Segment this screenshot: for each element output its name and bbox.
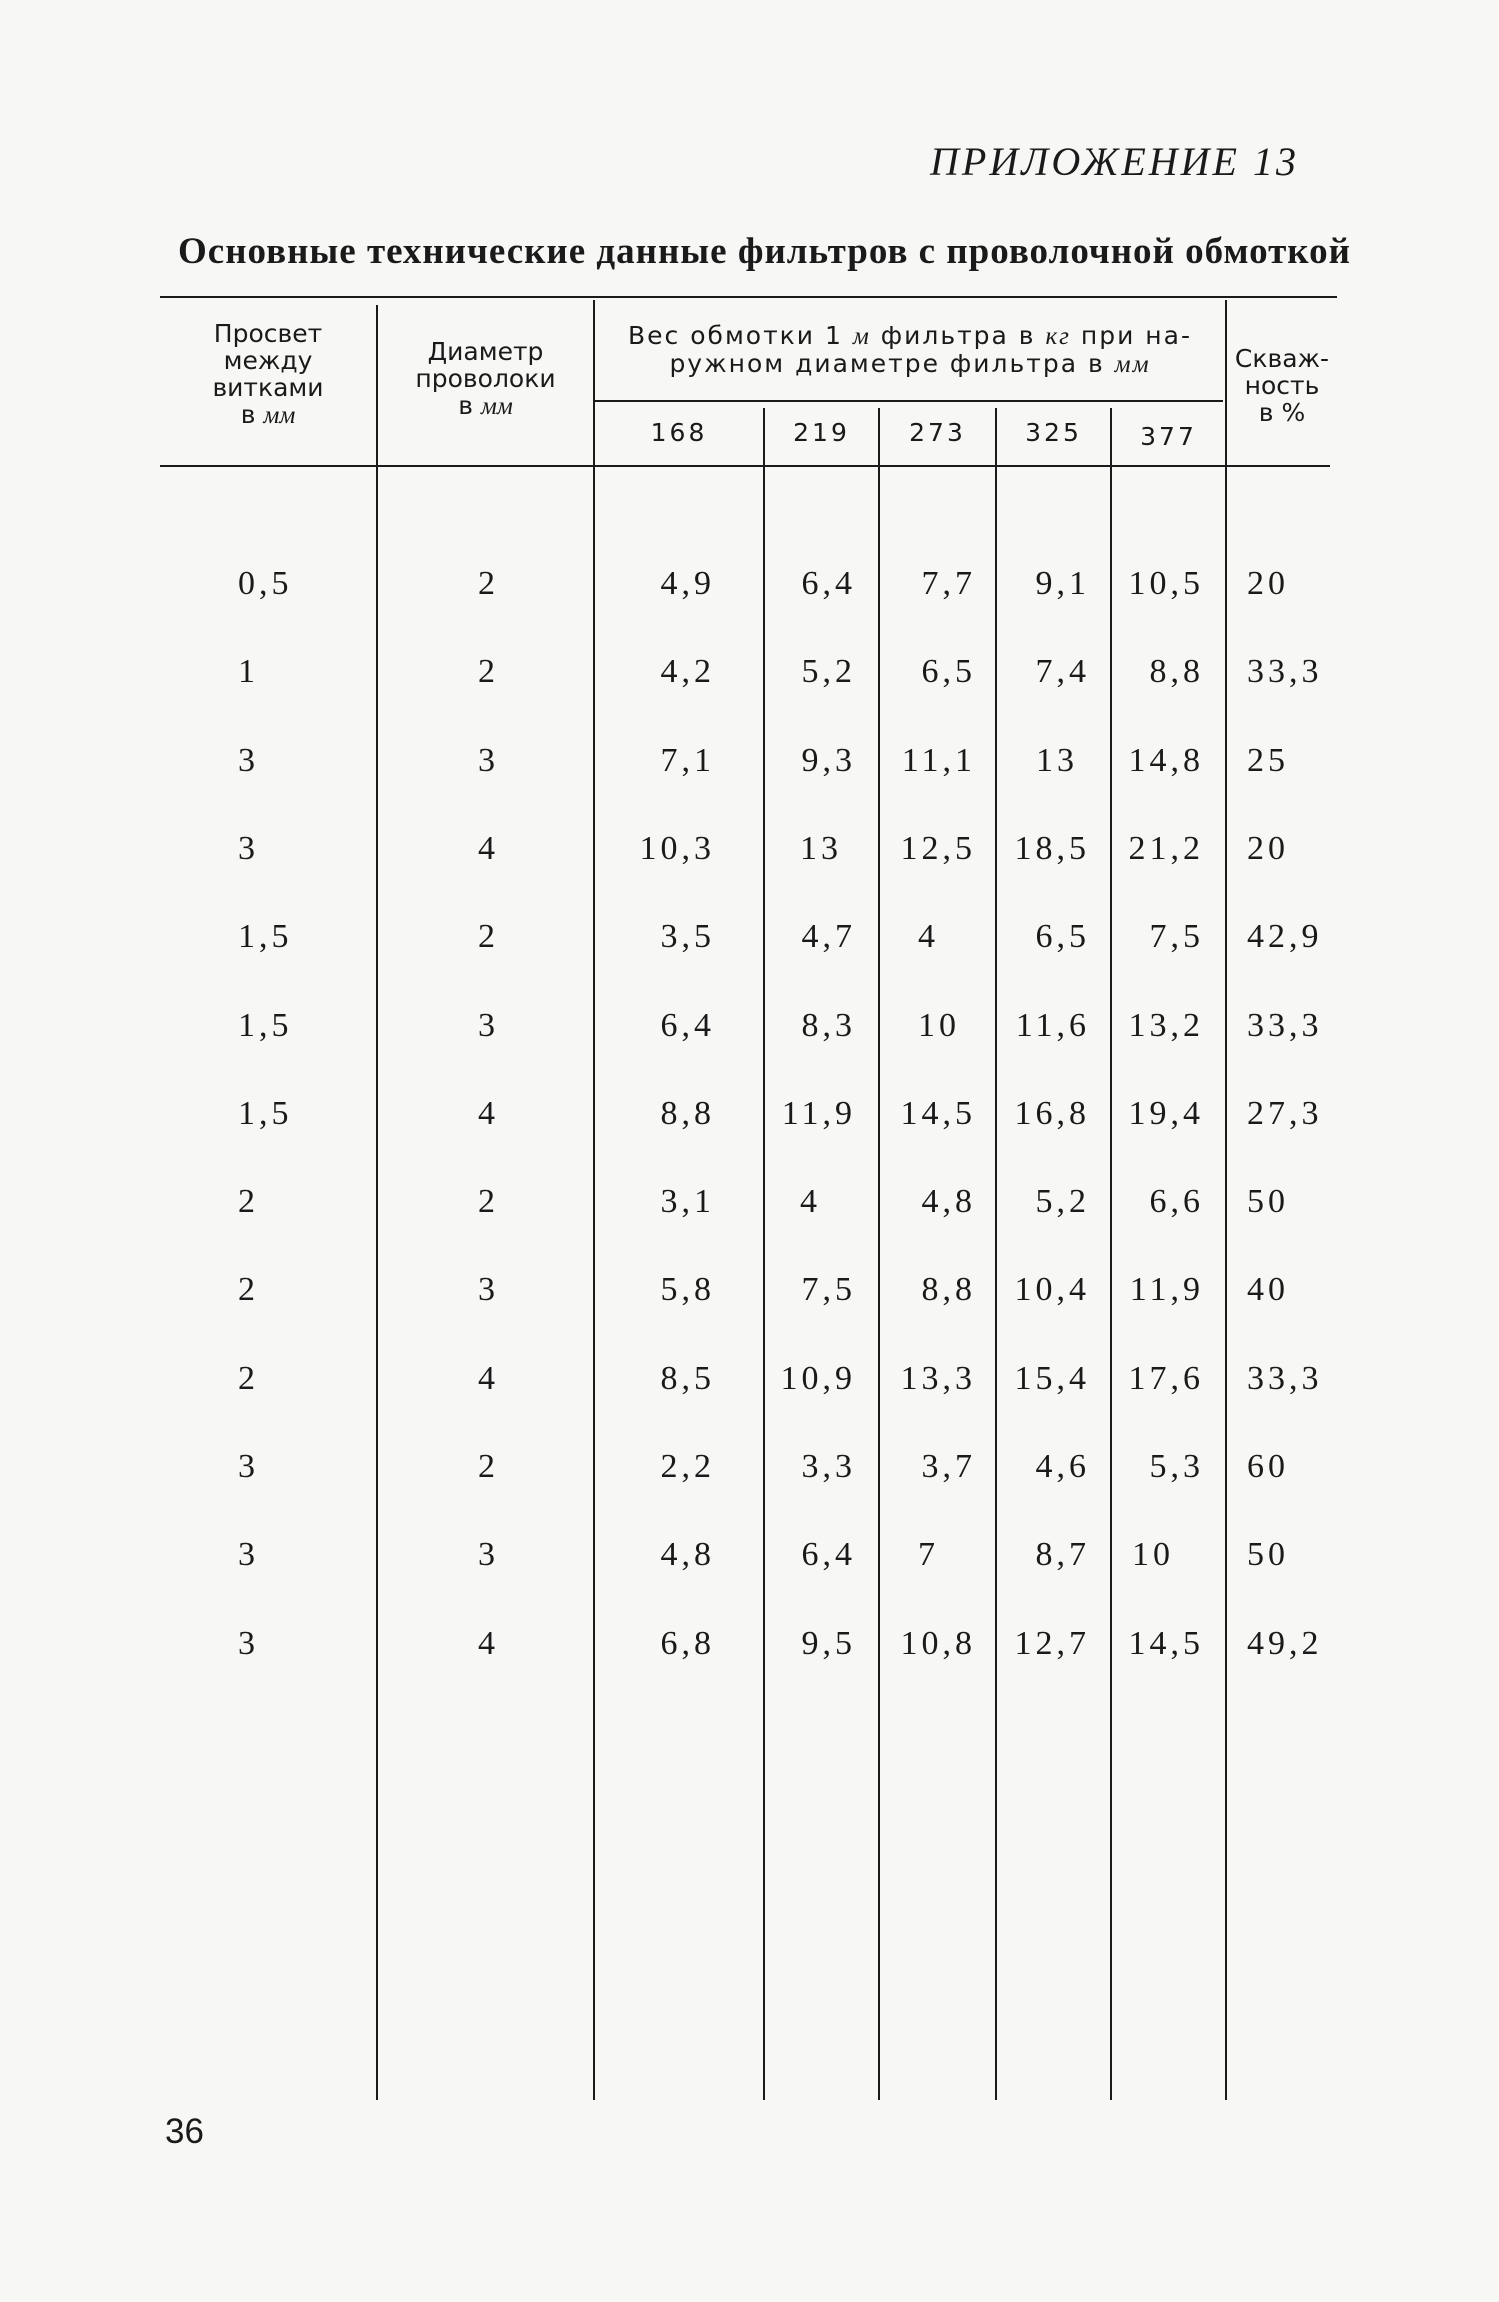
header-gap-line-3: витками (212, 373, 324, 402)
table-cell: 20 (1247, 565, 1289, 602)
table-cell: 3 (238, 1624, 259, 1662)
header-wire-line-2: проволоки (415, 364, 556, 393)
table-cell: 5,3 (1149, 1448, 1204, 1485)
diameter-273: 273 (909, 418, 966, 447)
table-cell: 25 (1247, 741, 1289, 779)
table-cell: 11,1 (901, 741, 976, 779)
table-cell: 4,8 (921, 1183, 976, 1221)
page-number: 36 (165, 2112, 204, 2151)
column-divider-7 (1225, 300, 1227, 2100)
table-cell: 10,5 (1128, 565, 1204, 602)
header-weight-text-a: Вес обмотки 1 (628, 321, 853, 350)
header-porosity-line-1: Скваж- (1234, 344, 1330, 373)
column-divider-1 (376, 305, 378, 2100)
table-cell: 4,2 (660, 653, 715, 691)
table-cell: 6,4 (801, 565, 856, 602)
table-cell: 50 (1247, 1183, 1289, 1221)
header-wire-line-1: Диаметр (427, 337, 544, 366)
weight-subheader-rule (593, 400, 1223, 402)
table-cell: 6,8 (660, 1624, 715, 1662)
table-cell: 33,3 (1247, 1006, 1323, 1044)
appendix-label: ПРИЛОЖЕНИЕ 13 (930, 139, 1299, 184)
table-cell: 3 (478, 1271, 499, 1309)
table-cell: 9,1 (1035, 565, 1090, 602)
table-cell: 13,2 (1128, 1006, 1204, 1044)
table-cell: 4 (478, 1624, 499, 1662)
table-cell: 15,4 (1014, 1359, 1090, 1397)
header-wire (378, 338, 593, 420)
table-cell: 3,5 (660, 918, 715, 956)
table-cell: 3 (478, 1536, 499, 1574)
header-gap (160, 320, 376, 429)
table-cell: 2 (238, 1271, 259, 1309)
header-weight-text-c: при на- (1070, 321, 1192, 350)
table-cell: 2 (478, 918, 499, 956)
table-cell: 13 (800, 829, 842, 867)
column-divider-3 (763, 408, 765, 2100)
table-cell: 6,4 (660, 1006, 715, 1044)
table-cell: 11,9 (1129, 1271, 1204, 1309)
header-porosity (1227, 345, 1337, 426)
table-cell: 7,5 (1149, 918, 1204, 956)
table-cell: 8,8 (921, 1271, 976, 1309)
table-cell: 19,4 (1128, 1094, 1204, 1132)
table-cell: 3 (238, 1448, 259, 1485)
column-divider-4 (878, 408, 880, 2100)
table-cell: 4 (478, 829, 499, 867)
table-cell: 9,3 (801, 741, 856, 779)
table-cell: 14,5 (900, 1094, 976, 1132)
header-wire-line-3 (378, 392, 593, 420)
table-cell: 10,3 (639, 829, 715, 867)
table-cell: 3,7 (921, 1448, 976, 1485)
header-weight-unit-m: м (852, 323, 871, 350)
header-weight-text-d: ружном диаметре фильтра в (669, 349, 1115, 378)
table-cell: 60 (1247, 1448, 1289, 1485)
table-cell: 7,5 (801, 1271, 856, 1309)
table-cell: 10,8 (900, 1624, 976, 1662)
table-cell: 3 (478, 1006, 499, 1044)
table-cell: 42,9 (1247, 918, 1323, 956)
table-cell: 3 (238, 829, 259, 867)
table-cell: 27,3 (1247, 1094, 1323, 1132)
table-cell: 9,5 (801, 1624, 856, 1662)
table-cell: 3,3 (801, 1448, 856, 1485)
diameter-377: 377 (1140, 422, 1197, 451)
table-cell: 4 (478, 1359, 499, 1397)
table-cell: 3 (238, 1536, 259, 1574)
table-cell: 13,3 (900, 1359, 976, 1397)
table-cell: 0,5 (238, 565, 293, 602)
diameter-219: 219 (793, 418, 850, 447)
table-cell: 8,3 (801, 1006, 856, 1044)
table-cell: 8,5 (660, 1359, 715, 1397)
table-cell: 40 (1247, 1271, 1289, 1309)
header-porosity-line-2: ность (1244, 371, 1320, 400)
table-cell: 49,2 (1247, 1624, 1323, 1662)
table-cell: 4,9 (660, 565, 715, 602)
table-cell: 7,4 (1035, 653, 1090, 691)
header-weight-unit-kg: кг (1045, 323, 1071, 350)
table-cell: 2 (478, 1183, 499, 1221)
table-cell: 16,8 (1014, 1094, 1090, 1132)
table-cell: 10,9 (780, 1359, 856, 1397)
column-divider-5 (995, 408, 997, 2100)
table-cell: 33,3 (1247, 1359, 1323, 1397)
header-bottom-rule (160, 465, 1330, 467)
table-cell: 4 (918, 918, 939, 956)
table-cell: 6,4 (801, 1536, 856, 1574)
header-gap-prefix: в (240, 400, 264, 429)
table-cell: 4 (478, 1094, 499, 1132)
table-cell: 3 (238, 741, 259, 779)
table-cell: 6,6 (1149, 1183, 1204, 1221)
table-cell: 17,6 (1128, 1359, 1204, 1397)
table-cell: 4,8 (660, 1536, 715, 1574)
table-cell: 10,4 (1014, 1271, 1090, 1309)
table-cell: 33,3 (1247, 653, 1323, 691)
table-cell: 2 (478, 653, 499, 691)
table-cell: 1 (238, 653, 259, 691)
table-cell: 8,8 (1149, 653, 1204, 691)
header-weight-text-b: фильтра в (870, 321, 1046, 350)
table-cell: 10 (1132, 1536, 1174, 1574)
table-title: Основные технические данные фильтров с проволочной обмоткой (178, 231, 1351, 272)
table-cell: 14,5 (1128, 1624, 1204, 1662)
table-cell: 3 (478, 741, 499, 779)
table-cell: 2 (238, 1183, 259, 1221)
table-cell: 13 (1036, 741, 1078, 779)
table-cell: 6,5 (1035, 918, 1090, 956)
table-cell: 10 (918, 1006, 960, 1044)
column-divider-6 (1110, 408, 1112, 2100)
table-cell: 11,9 (781, 1094, 856, 1132)
header-weight-line-1 (595, 322, 1225, 350)
diameter-325: 325 (1025, 418, 1082, 447)
table-cell: 2 (478, 1448, 499, 1485)
table-cell: 7,7 (921, 565, 976, 602)
table-cell: 1,5 (238, 1094, 293, 1132)
header-weight-unit-mm: мм (1114, 351, 1151, 378)
header-porosity-line-3: в % (1258, 398, 1306, 427)
table-cell: 8,8 (660, 1094, 715, 1132)
table-cell: 4,7 (801, 918, 856, 956)
table-cell: 14,8 (1128, 741, 1204, 779)
table-cell: 4,6 (1035, 1448, 1090, 1485)
header-gap-line-1: Просвет (213, 319, 323, 348)
table-cell: 21,2 (1128, 829, 1204, 867)
table-cell: 1,5 (238, 918, 293, 956)
table-cell: 8,7 (1035, 1536, 1090, 1574)
table-top-rule (160, 296, 1337, 298)
table-cell: 4 (800, 1183, 821, 1221)
header-wire-unit: мм (480, 393, 513, 420)
header-gap-unit: мм (263, 402, 296, 429)
table-cell: 18,5 (1014, 829, 1090, 867)
table-cell: 5,8 (660, 1271, 715, 1309)
table-cell: 2,2 (660, 1448, 715, 1485)
table-cell: 50 (1247, 1536, 1289, 1574)
table-cell: 12,7 (1014, 1624, 1090, 1662)
table-cell: 7 (918, 1536, 939, 1574)
header-weight (595, 322, 1225, 378)
table-cell: 7,1 (660, 741, 715, 779)
column-divider-2 (593, 300, 595, 2100)
table-cell: 5,2 (801, 653, 856, 691)
table-cell: 20 (1247, 829, 1289, 867)
table-cell: 2 (478, 565, 499, 602)
header-gap-line-4 (160, 401, 376, 429)
table-cell: 6,5 (921, 653, 976, 691)
table-cell: 11,6 (1015, 1006, 1090, 1044)
header-gap-line-2: между (223, 346, 313, 375)
table-cell: 2 (238, 1359, 259, 1397)
header-wire-prefix: в (458, 391, 481, 420)
diameter-168: 168 (650, 418, 708, 447)
header-weight-line-2 (595, 350, 1225, 378)
table-cell: 3,1 (660, 1183, 715, 1221)
table-cell: 1,5 (238, 1006, 293, 1044)
table-cell: 5,2 (1035, 1183, 1090, 1221)
table-cell: 12,5 (900, 829, 976, 867)
